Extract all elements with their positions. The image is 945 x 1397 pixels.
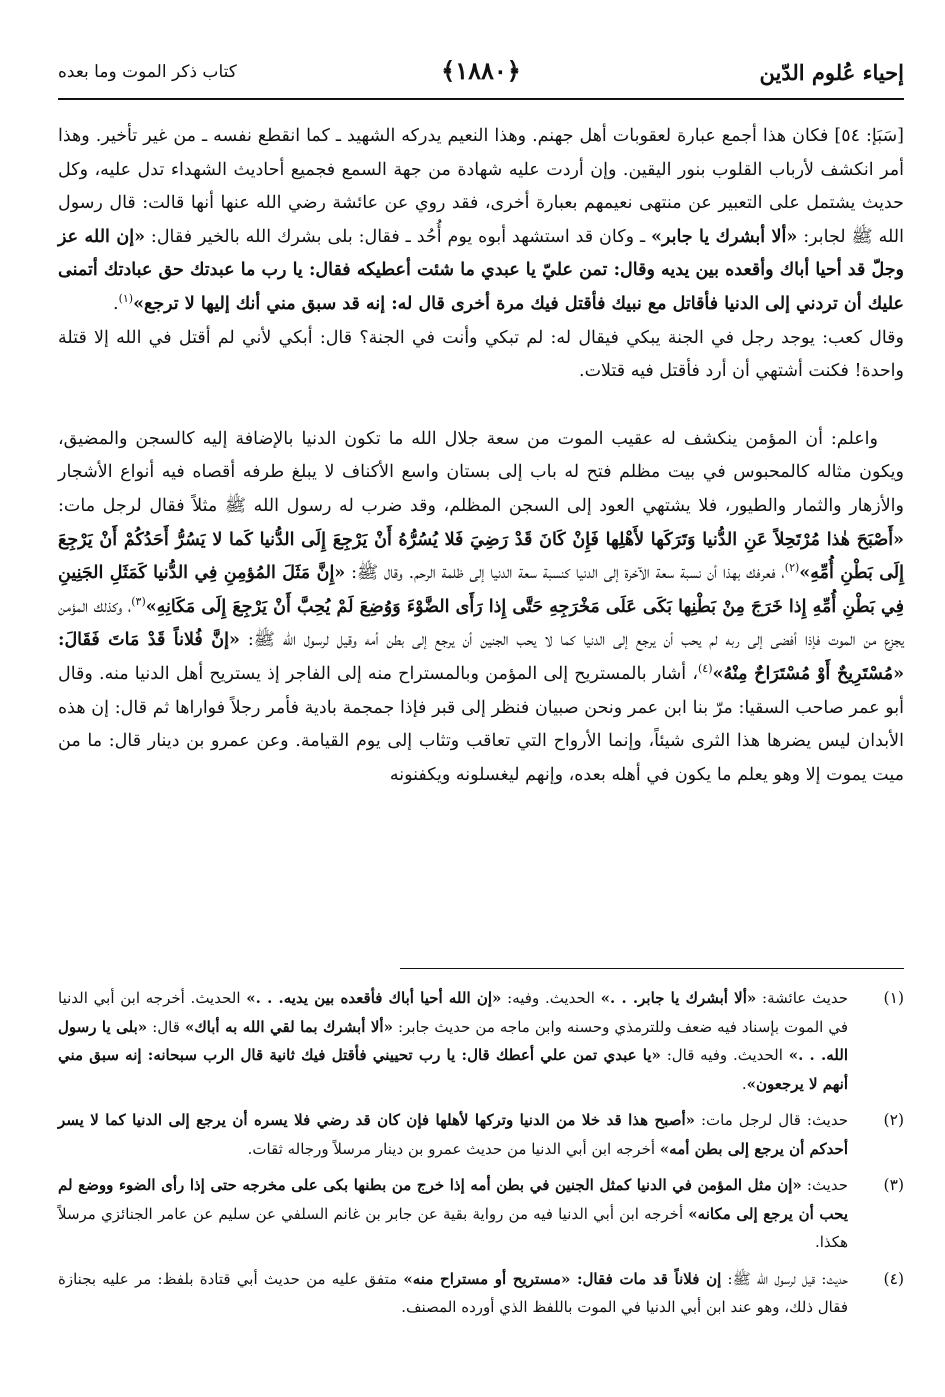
- text-run: ، وكذلك المؤمن يجزع من الموت فإذا أفضى إلى ربه لم يحب أن يرجع إلى الدنيا كما لا يحب الجنين أن يرجع إلى بطن أمه وقيل لرسول الله ﷺ:: [58, 596, 904, 651]
- footnote: [58, 984, 904, 1098]
- header-divider: [58, 98, 904, 100]
- hadith-quote: «ألا أبشرك يا جابر. . .»: [600, 989, 757, 1007]
- chapter-title: كتاب ذكر الموت وما بعده: [58, 62, 237, 82]
- footnote-ref: (٢): [784, 561, 800, 575]
- footnote-ref: (١): [118, 292, 134, 306]
- hadith-quote: «بلى يا رسول الله. . .»: [58, 1017, 848, 1064]
- footnote-ref: (٤): [697, 662, 713, 676]
- hadith-quote: «أصبح هذا قد خلا من الدنيا وتركها لأهلها فإن كان قد رضي فلا يسره أن يرجع إلى الدنيا كما لا يسر أحدكم أن يرجع إلى بطن أمه»: [58, 1111, 848, 1158]
- hadith-quote: «يا عبدي تمن علي أعطك قال: يا رب تحييني فأقتل فيك ثانية قال الرب سبحانه: إنه سبق مني أنهم لا يرجعون»: [58, 1046, 848, 1093]
- footnote: [58, 1106, 904, 1163]
- footnote-text: [58, 984, 848, 1098]
- text-run: واعلم: أن المؤمن ينكشف له عقيب الموت من سعة جلال الله ما تكون الدنيا بالإضافة إليه كالسجن والمضيق، ويكون مثاله كالمحبوس في بيت مظلم فتح له باب إلى بستان واسع الأكناف لا يبلغ طرفه أقصاه فيه أنواع الأشجار والأزهار والثمار والطيور، فلا يشتهي العود إلى السجن المظلم، وقد ضرب له رسول الله ﷺ مثلاً فقال لرجل مات:: [58, 428, 904, 516]
- page-number: ﴿١٨٨٠﴾: [441, 56, 521, 85]
- text-run: ـ وكان قد استشهد أبوه يوم أُحُد ـ فقال: بلى بشرك الله بالخير فقال:: [145, 226, 651, 247]
- footnote-text: [58, 1265, 848, 1322]
- text-run: الحديث. وفيه قال:: [660, 1046, 789, 1064]
- footnote-text: [58, 1106, 848, 1163]
- footnote-number: (٤): [883, 1269, 904, 1288]
- text-run: حديث عائشة:: [756, 989, 849, 1007]
- text-run: ، فعرفك بهذا أن نسبة سعة الآخرة إلى الدنيا كنسبة سعة الدنيا إلى ظلمة الرحم. وقال ﷺ:: [345, 563, 785, 584]
- text-run: الحديث. وفيه:: [501, 989, 601, 1007]
- text-run: قال:: [147, 1017, 185, 1036]
- text-run: حديث:: [801, 1176, 849, 1194]
- hadith-quote: «أَصْبَحَ هٰذا مُرْتَحِلاً عَنِ الدُّنيا وَتَرَكَها لأَهْلِها فَإِنْ كَانَ قَدْ رَضِيَ فَلا يُسُرُّهُ أَنْ يَرْجِعَ إِلَى الدُّنيا كَما لا يَسُرُّ أَحَدُكُمْ أَنْ يَرْجِعَ إِلَى بَطْنِ أُمِّهِ»: [58, 529, 905, 584]
- footnote-number: (٢): [883, 1111, 904, 1129]
- paragraph: [58, 322, 904, 389]
- hadith-quote: «إن مثل المؤمن في الدنيا كمثل الجنين في بطن أمه إذا خرج من بطنها بكى على مخرجه حتى إذا رأى الضوء ووضع لم يحب أن يرجع إلى مكانه»: [58, 1176, 848, 1223]
- hadith-quote: «إِنَّ مَثَلَ المُؤمِنِ فِي الدُّنيا كَمَثَلِ الجَنِينِ فِي بَطْنِ أُمِّهِ إِذا خَرَجَ مِنْ بَطْنِها بَكَى عَلَى مَخْرَجِهِ حَتَّى إِذا رَأَى الضَّوْءَ وَوُضِعَ لَمْ يُحِبَّ أَنْ يَرْجِعَ إِلَى مَكَانِهِ»: [58, 563, 904, 617]
- book-page: [58, 0, 904, 1397]
- text-run: أخرجه ابن أبي الدنيا من حديث عمرو بن دينار مرسلاً ورجاله ثقات.: [247, 1139, 660, 1158]
- hadith-quote: «ألا أبشرك بما لقي الله به أباك»: [184, 1017, 393, 1036]
- page-header: [58, 52, 904, 98]
- hadith-quote: «إن الله أحيا أباك فأقعده بين يديه. . .»: [246, 989, 502, 1007]
- footnote: [58, 1265, 904, 1322]
- footnote-text: [58, 1171, 848, 1257]
- paragraph: [58, 120, 904, 322]
- paragraph: [58, 423, 904, 793]
- text-run: ، أشار بالمستريح إلى المؤمن وبالمستراح منه إلى الفاجر إذ يستريح أهل الدنيا منه. وقال أبو عمر صاحب السقيا: مرّ بنا ابن عمر ونحن صبيان فنظر إلى قبر فإذا جمجمة بادية فأمر رجلاً فواراها ثم قال: إن هذه الأبدان ليس يضرها هذا الثرى شيئاً، وإنما الأرواح التي تعاقب وتثاب إلى يوم القيامة. وعن عمرو بن دينار قال: ما من ميت يموت إلا وهو يعلم ما يكون في أهله بعده، وإنهم ليغسلونه ويكفنونه: [58, 663, 904, 785]
- text-run: حديث: قيل لرسول الله ﷺ:: [721, 1269, 848, 1288]
- hadith-quote: «إنَّ فُلاناً قَدْ مَاتَ فَقَالَ: «مُسْتَرِيحٌ أَوْ مُسْتَرَاحٌ مِنْهُ»: [58, 630, 905, 684]
- text-run: .: [112, 293, 119, 314]
- main-text: [58, 120, 904, 792]
- text-run: أخرجه ابن أبي الدنيا فيه من رواية بقية عن جابر بن غانم السلفي عن سليم عن عامر الجنائزي مرسلاً هكذا.: [58, 1204, 848, 1251]
- footnote-ref: (٣): [131, 594, 146, 608]
- footnotes: [58, 984, 904, 1330]
- footnote-divider: [400, 968, 904, 969]
- text-run: .: [741, 1074, 747, 1093]
- book-title: إحياء عُلوم الدّين: [759, 60, 904, 85]
- hadith-quote: إن فلاناً قد مات فقال: «مستريح أو مستراح منه»: [403, 1269, 722, 1288]
- text-run: [سَبَإ: ٥٤] فكان هذا أجمع عبارة لعقوبات أهل جهنم. وهذا النعيم يدركه الشهيد ـ كما انقطع نفسه ـ من غير تأخير. وهذا أمر انكشف لأرباب القلوب بنور اليقين. وإن أردت عليه شهادة من جهة السمع فجميع أحاديث الشهداء تدل عليه، وكل حديث يشتمل على التعبير عن منتهى نعيمهم بعبارة أخرى، فقد روي عن عائشة رضي الله عنها أنها قالت: قال رسول الله ﷺ لجابر:: [58, 126, 905, 247]
- text-run: حديث: قال لرجل مات:: [695, 1111, 849, 1129]
- footnote-number: (١): [883, 989, 904, 1007]
- footnote: [58, 1171, 904, 1257]
- hadith-quote: «إن الله عز وجلّ قد أحيا أباك وأقعده بين يديه وقال: تمن عليّ يا عبدي ما شئت أعطيكه فقال: يا رب ما عبدتك حق عبادتك أتمنى عليك أن تردني إلى الدنيا فأقاتل مع نبيك فأقتل فيك مرة أخرى قال له: إنه قد سبق مني أنك إليها لا ترجع»: [58, 226, 904, 314]
- text-run: متفق عليه من حديث أبي قتادة بلفظ: مر عليه بجنازة فقال ذلك، وهو عند ابن أبي الدنيا في الموت باللفظ الذي أورده المصنف.: [58, 1269, 848, 1316]
- hadith-quote: «ألا أبشرك يا جابر»: [650, 226, 798, 247]
- footnote-number: (٣): [883, 1176, 904, 1194]
- text-run: الحديث. أخرجه ابن أبي الدنيا في الموت بإسناد فيه ضعف وللترمذي وحسنه وابن ماجه من حديث جابر:: [58, 989, 849, 1036]
- text-run: وقال كعب: يوجد رجل في الجنة يبكي فيقال له: لم تبكي وأنت في الجنة؟ قال: أبكي لأني لم أقتل في الله إلا قتلة واحدة! فكنت أشتهي أن أرد فأقتل فيه قتلات.: [58, 327, 904, 382]
